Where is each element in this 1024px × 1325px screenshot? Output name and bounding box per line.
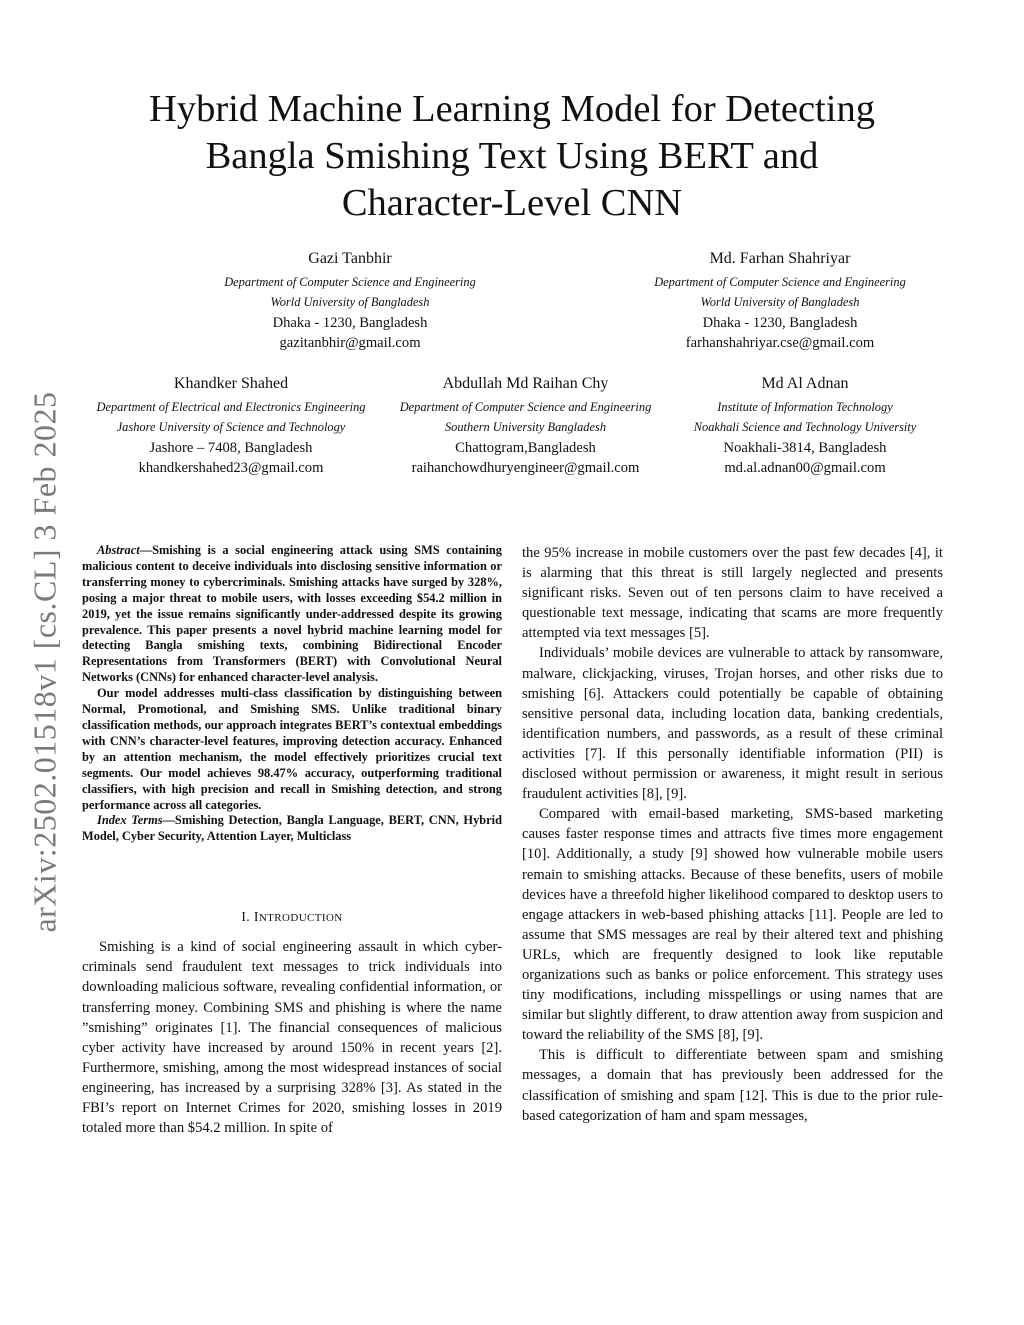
author-department: Department of Electrical and Electronics Engineering	[96, 400, 366, 414]
author-block	[78, 374, 384, 478]
body-paragraph: Smishing is a kind of social engineering assault in which cyber-criminals send fraudulent text messages to trick individuals into downloading malicious software, revealing confidential information, or transferring money. Combining SMS and phishing is where the name ”smishing” originates [1]. The financial consequences of malicious cyber activity have increased by around 150% in recent years [2]. Furthermore, smishing, among the most widespread instances of social engineering, has increased by a surprising 328% [3]. As stated in the FBI’s report on Internet Crimes for 2020, smishing losses in 2019 totaled more than $54.2 million. In spite of	[82, 939, 502, 1137]
title-line: Hybrid Machine Learning Model for Detecting	[149, 88, 875, 130]
author-email: khandkershahed23@gmail.com	[138, 459, 324, 476]
author-institution: Southern University Bangladesh	[444, 420, 607, 435]
arxiv-identifier: arXiv:2502.01518v1 [cs.CL] 3 Feb 2025	[26, 391, 63, 933]
index-terms	[82, 813, 502, 845]
author-name: Md. Farhan Shahriyar	[709, 250, 851, 267]
section-title-rest: NTRODUCTION	[258, 912, 343, 925]
author-address: Chattogram,Bangladesh	[455, 439, 596, 456]
index-terms-text: —Smishing Detection, Bangla Language, BERT, CNN, Hybrid Model, Cyber Security, Attention Layer, Multiclass	[82, 813, 502, 844]
right-column	[522, 543, 943, 1126]
author-name: Md Al Adnan	[761, 375, 849, 392]
author-department: Department of Computer Science and Engineering	[224, 275, 476, 289]
author-email: raihanchowdhuryengineer@gmail.com	[411, 459, 640, 476]
author-email: md.al.adnan00@gmail.com	[724, 459, 886, 476]
abstract-label: Abstract	[97, 543, 140, 557]
body-paragraph: Compared with email-based marketing, SMS-based marketing causes faster response times and attracts five times more engagement [10]. Additionally, a study [9] showed how vulnerable mobile users remain to smishing attacks. Because of these benefits, users of mobile devices have a threefold higher likelihood compared to desktop users to engage attackers in web-based phishing attacks [11]. People are led to assume that SMS messages are real by their altered text and phishing URLs, which are frequently designed to look like reputable organizations such as banks or police enforcement. This strategy uses tiny modifications, including misspellings or using names that are similar but slightly different, to draw attention away from suspicion and toward the reliability of the SMS [8], [9].	[522, 806, 943, 1044]
abstract-paragraph	[82, 543, 502, 686]
author-institution: Jashore University of Science and Technology	[116, 420, 346, 435]
author-department: Institute of Information Technology	[717, 400, 893, 414]
author-name: Khandker Shahed	[173, 375, 289, 392]
author-block	[667, 374, 943, 478]
author-name: Abdullah Md Raihan Chy	[442, 375, 609, 392]
author-block	[384, 374, 667, 478]
index-terms-label: Index Terms	[97, 813, 163, 828]
author-name: Gazi Tanbhir	[308, 250, 392, 267]
author-institution: Noakhali Science and Technology University	[693, 420, 917, 435]
abstract-text: Our model addresses multi-class classification by distinguishing between Normal, Promotional, and Smishing SMS. Unlike traditional binary classification methods, our approach integrates BERT’s contextual embeddings with CNN’s character-level features, improving detection accuracy. Enhanced by an attention mechanism, the model effectively prioritizes crucial text segments. Our model achieves 98.47% accuracy, outperforming traditional classifiers, with high precision and recall in Smishing detection, and strong performance across all categories.	[82, 686, 502, 812]
author-email: gazitanbhir@gmail.com	[279, 334, 421, 351]
author-address: Dhaka - 1230, Bangladesh	[702, 314, 858, 331]
title-line: Bangla Smishing Text Using BERT and	[205, 135, 819, 177]
section-heading	[82, 909, 502, 925]
paper-title	[80, 86, 944, 227]
abstract	[82, 543, 502, 845]
author-block	[150, 249, 550, 353]
abstract-text: —Smishing is a social engineering attack using SMS containing malicious content to deceive individuals into disclosing sensitive information or transferring money to cybercriminals. Smishing attacks have surged by 328%, posing a major threat to mobile users, with losses exceeding $54.2 million in 2019, yet the issue remains significantly under-addressed despite its growing prevalence. This paper presents a novel hybrid machine learning model for detecting Bangla smishing texts, combining Bidirectional Encoder Representations from Transformers (BERT) with Convolutional Neural Networks (CNNs) for enhanced character-level analysis.	[82, 543, 502, 685]
author-address: Jashore – 7408, Bangladesh	[149, 439, 313, 456]
body-paragraph: This is difficult to differentiate between spam and smishing messages, a domain that has previously been addressed for the classification of smishing and spam [12]. This is due to the prior rule-based categorization of ham and spam messages,	[522, 1047, 943, 1124]
author-email: farhanshahriyar.cse@gmail.com	[685, 334, 875, 351]
left-column	[82, 543, 502, 1138]
abstract-paragraph	[82, 686, 502, 813]
title-line: Character-Level CNN	[341, 182, 683, 224]
section-initial: I	[253, 909, 259, 925]
author-block	[580, 249, 980, 353]
author-department: Department of Computer Science and Engineering	[399, 400, 652, 414]
author-address: Dhaka - 1230, Bangladesh	[272, 314, 428, 331]
section-numeral: I.	[241, 909, 251, 925]
introduction-body	[82, 937, 502, 1138]
author-department: Department of Computer Science and Engineering	[654, 275, 906, 289]
body-paragraph: Individuals’ mobile devices are vulnerable to attack by ransomware, malware, clickjacking, viruses, Trojan horses, and other risks due to smishing [6]. Attackers could potentially be capable of obtaining sensitive personal data, including location data, banking credentials, identification numbers, and passwords, as a result of these criminal activities [7]. If this personally identifiable information (PII) is disclosed without permission or awareness, it might result in serious fraudulent activities [8], [9].	[522, 645, 943, 803]
author-institution: World University of Bangladesh	[270, 295, 430, 310]
author-address: Noakhali-3814, Bangladesh	[723, 439, 887, 456]
author-institution: World University of Bangladesh	[700, 295, 860, 310]
body-paragraph: the 95% increase in mobile customers over the past few decades [4], it is alarming that this threat is still largely neglected and presents significant risks. Seven out of ten persons claim to have received a questionable text message, indicating that scams are more frequently attempted via text messages [5].	[522, 545, 943, 642]
